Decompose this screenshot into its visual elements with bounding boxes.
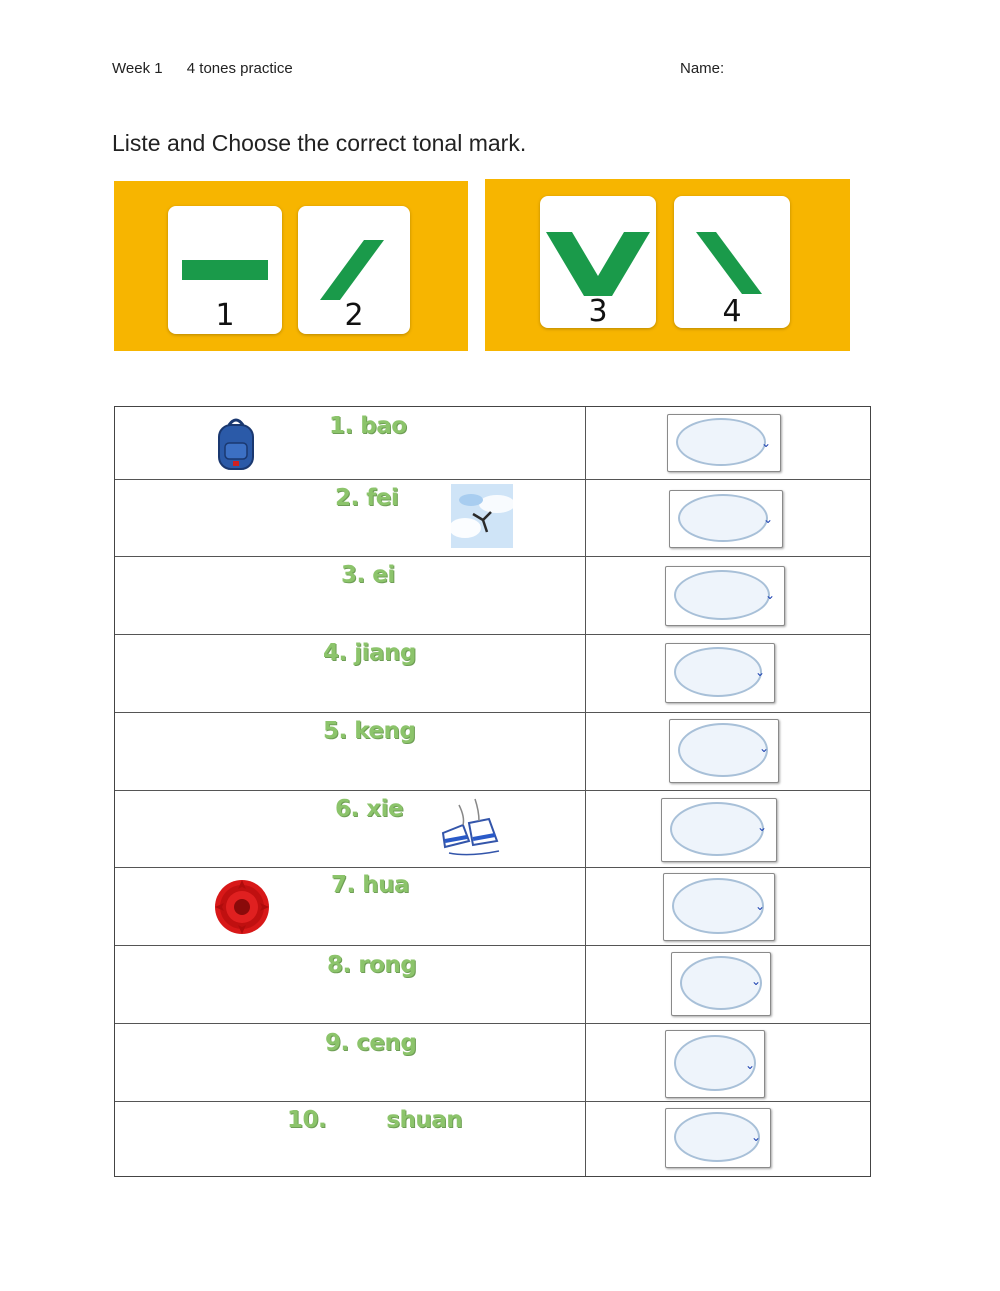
tone-number: 3: [588, 294, 608, 329]
tone-dropdown[interactable]: [669, 490, 783, 548]
chevron-down-icon: ⌄: [750, 1130, 761, 1144]
dropdown-oval: [670, 802, 764, 856]
red-flower-icon: [213, 878, 271, 936]
table-row: [115, 480, 870, 557]
table-row: [115, 635, 870, 713]
tone-dropdown[interactable]: [665, 643, 775, 703]
chevron-down-icon: ⌄: [744, 1058, 755, 1072]
chevron-down-icon: ⌄: [764, 588, 775, 602]
chevron-down-icon: ⌄: [754, 665, 765, 679]
tone-dropdown[interactable]: [665, 1108, 771, 1168]
chevron-down-icon: ⌄: [756, 820, 767, 834]
pinyin-word: 5. keng: [323, 718, 416, 744]
pinyin-word: 8. rong: [327, 952, 417, 978]
dropdown-oval: [672, 878, 764, 934]
table-row: [115, 1024, 870, 1102]
pinyin-word: 3. ei: [341, 562, 395, 588]
dropdown-oval: [678, 723, 768, 777]
tone-dropdown[interactable]: [663, 873, 775, 941]
pinyin-word: 7. hua: [331, 872, 410, 898]
second-tone-mark-icon: [298, 206, 410, 306]
backpack-icon: [213, 417, 259, 473]
tone-number: 1: [215, 298, 235, 333]
tone-dropdown[interactable]: [669, 719, 779, 783]
chevron-down-icon: ⌄: [760, 436, 771, 450]
table-row: [115, 791, 870, 868]
dropdown-oval: [674, 570, 770, 620]
pinyin-word: 9. ceng: [325, 1030, 417, 1056]
dropdown-oval: [674, 1112, 760, 1162]
tone-card-2: [298, 206, 410, 334]
pinyin-word: 1. bao: [329, 413, 407, 439]
pinyin-word: 10. shuan: [287, 1107, 463, 1133]
tone-dropdown[interactable]: [665, 566, 785, 626]
tone-banner-1-2: [114, 181, 468, 351]
tone-dropdown[interactable]: [667, 414, 781, 472]
tone-dropdown[interactable]: [661, 798, 777, 862]
pinyin-word: 6. xie: [335, 796, 404, 822]
chevron-down-icon: ⌄: [758, 741, 769, 755]
third-tone-mark-icon: [540, 196, 656, 296]
answer-table: [114, 406, 871, 1177]
tone-dropdown[interactable]: [671, 952, 771, 1016]
tone-number: 2: [344, 298, 364, 333]
table-row: [115, 557, 870, 635]
dropdown-oval: [674, 1035, 756, 1091]
pinyin-word: 2. fei: [335, 485, 399, 511]
topic-label: 4 tones practice: [186, 60, 293, 77]
tone-card-3: [540, 196, 656, 328]
dropdown-oval: [680, 956, 762, 1010]
table-row: [115, 713, 870, 791]
chevron-down-icon: ⌄: [762, 512, 773, 526]
chevron-down-icon: ⌄: [750, 974, 761, 988]
pinyin-word: 4. jiang: [323, 640, 416, 666]
table-row: [115, 407, 870, 480]
first-tone-mark-icon: [168, 206, 282, 306]
sneakers-icon: [439, 795, 503, 859]
table-row: [115, 868, 870, 946]
instructions: Liste and Choose the correct tonal mark.: [112, 130, 527, 156]
worksheet-header: [112, 60, 293, 77]
bird-in-sky-icon: [451, 484, 513, 548]
dropdown-oval: [676, 418, 766, 466]
tone-card-4: [674, 196, 790, 328]
tone-card-1: [168, 206, 282, 334]
week-label: Week 1: [112, 60, 163, 77]
tone-dropdown[interactable]: [665, 1030, 765, 1098]
dropdown-oval: [678, 494, 768, 542]
name-label: Name:: [680, 60, 725, 77]
tone-banner-3-4: [485, 179, 850, 351]
dropdown-oval: [674, 647, 762, 697]
fourth-tone-mark-icon: [674, 196, 790, 296]
table-row: [115, 1102, 870, 1178]
table-row: [115, 946, 870, 1024]
tone-number: 4: [722, 294, 742, 329]
chevron-down-icon: ⌄: [754, 899, 765, 913]
